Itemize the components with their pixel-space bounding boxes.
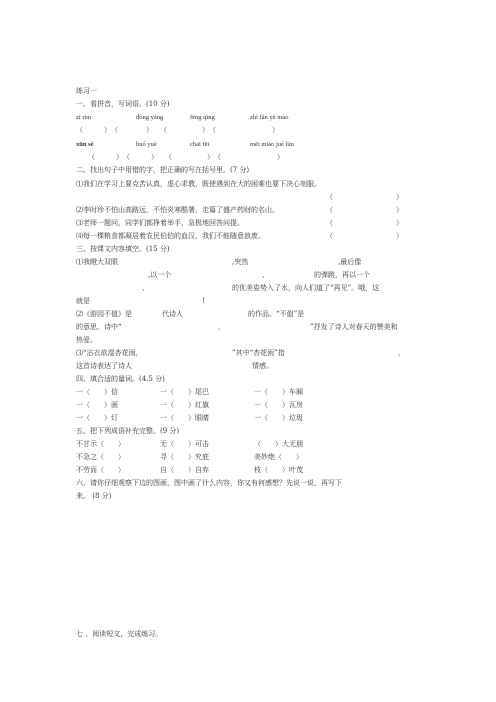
answer-brackets: （ ） xyxy=(326,206,403,214)
fill-text: 的意思。诗中“ xyxy=(76,323,122,331)
fill-text: 就是 ! xyxy=(76,297,205,305)
idiom-item: 枝（ ）叶茂 xyxy=(254,466,303,474)
fill-text: 情感。 xyxy=(252,362,273,370)
pinyin: zī rùn xyxy=(76,114,91,121)
fill-text: ”抒发了诗人对春天的赞美和 xyxy=(310,323,398,331)
sentence-item: ⑴我们在学习上要克苦认真，虚心求教，既使遇到在大的困难也要下决心刻服。 xyxy=(76,180,321,188)
fill-text: ”其中“杏花雨”指 xyxy=(232,349,285,357)
measure-word-item: 一（ ）尾巴 xyxy=(160,388,209,396)
measure-word-item: 一（ ）瓦房 xyxy=(254,401,303,409)
section-3-heading: 三、按课文内容填空。(15 分) xyxy=(76,245,170,253)
pinyin: huó yuè xyxy=(136,141,157,148)
idiom-item: 不甘示（ ） xyxy=(76,440,125,448)
section-6-heading: 六、请你仔细观察下边的图画，图中画了什么内容，你又有何感想？先说一说，再写下 xyxy=(76,479,342,487)
idiom-item: （ ）大无朋 xyxy=(254,440,303,448)
pinyin: xūn sè xyxy=(76,141,94,148)
fill-text: ， xyxy=(398,349,405,357)
fill-text: ,突然 xyxy=(232,258,249,266)
section-7-heading: 七 、阅读短文，完成练习。 xyxy=(76,630,163,638)
fill-text: 代诗人 xyxy=(162,310,183,318)
page-title: 练习一 xyxy=(76,87,97,95)
measure-word-item: 一（ ）灯 xyxy=(76,414,118,422)
fill-text: 的作品。“不值”是 xyxy=(248,310,305,318)
fill-text: 的弹跳，再以一个 xyxy=(314,271,370,279)
fill-text: 热爱。 xyxy=(76,336,97,344)
fill-text: 、 xyxy=(142,284,149,292)
sentence-item: ⑶老师一题问，同学们都挣着举手，急极地回答问提。 xyxy=(76,219,244,227)
pinyin: měi miào jué lún xyxy=(250,141,294,148)
measure-word-item: 一（ ）红旗 xyxy=(160,401,209,409)
sentence-item: ⑷每一棵粮食都凝居着农民伯伯的血汉，我们不能随意浪废。 xyxy=(76,232,265,240)
fill-text: ,以一个 xyxy=(148,271,172,279)
measure-word-item: 一（ ）车厢 xyxy=(254,388,303,396)
idiom-item: 寻（ ）究底 xyxy=(160,453,209,461)
pinyin: chāi fēi xyxy=(190,141,210,148)
idiom-item: 无（ ）可击 xyxy=(160,440,209,448)
idiom-item: 自（ ）自弃 xyxy=(160,466,209,474)
measure-word-item: 一（ ）垃圾 xyxy=(254,414,303,422)
section-2-heading: 二、找出句子中用错的字，把正确的写在括号里。(7 分) xyxy=(76,166,250,174)
answer-brackets: （ ） xyxy=(326,219,403,227)
pinyin: zhì fǎn yè mào xyxy=(250,114,289,121)
fill-text: ⑶“沾衣欲湿杏花雨， xyxy=(76,349,143,357)
answer-brackets: （ ） （ ） （ ） （ ） xyxy=(88,153,284,161)
fill-text: ⑵《游园不值》是 xyxy=(76,310,132,318)
fill-text: ⑴我瞪大双眼 xyxy=(76,258,118,266)
fill-text: 、 xyxy=(262,271,269,279)
idiom-item: 不劳而（ ） xyxy=(76,466,125,474)
section-1-heading: 一、看拼音，写词语。(10 分) xyxy=(76,100,170,108)
pinyin: fēng qīng xyxy=(190,114,215,121)
fill-text: ,最后像 xyxy=(338,258,362,266)
measure-word-item: 一（ ）画 xyxy=(76,401,118,409)
section-6-heading-cont: 来。 (8 分) xyxy=(76,492,112,500)
measure-word-item: 一（ ）眼睛 xyxy=(160,414,209,422)
answer-brackets: （ ） （ ） （ ） （ ） xyxy=(76,126,279,134)
measure-word-item: 一（ ）信 xyxy=(76,388,118,396)
fill-text: 这首诗表达了诗人 xyxy=(76,362,132,370)
fill-text: ， xyxy=(218,323,225,331)
idiom-item: 不急之（ ） xyxy=(76,453,125,461)
section-4-heading: 四、填合适的量词。(4.5 分) xyxy=(76,375,165,383)
sentence-item: ⑵李时珍不怕山高路远，不怕炎寒酷署，走篇了盛产药财的名山。 xyxy=(76,206,279,214)
answer-brackets: （ ） xyxy=(326,193,403,201)
idiom-item: 美妙绝（ ） xyxy=(254,453,303,461)
section-5-heading: 五、把下列成语补充完整。(9 分) xyxy=(76,427,180,435)
fill-text: 的优美姿势入了水，向人们道了“再见”。哦，这 xyxy=(232,284,380,292)
answer-brackets: （ ） xyxy=(326,232,403,240)
pinyin: dòng yáng xyxy=(136,114,164,121)
